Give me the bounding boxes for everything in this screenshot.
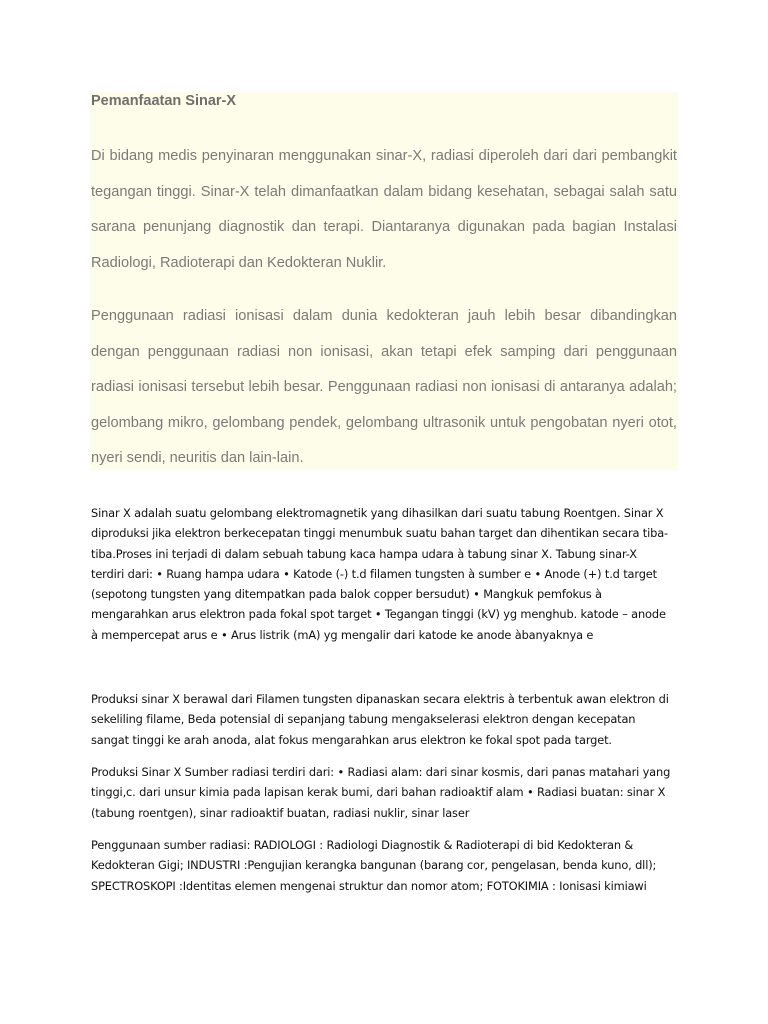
body-paragraph: Penggunaan sumber radiasi: RADIOLOGI : Radiologi Diagnostik & Radioterapi di bid Kedokteran & Kedokteran Gigi; INDUSTRI :Pengujian kerangka bangunan (barang cor, pengelasan, benda kuno, dll); SPECTROSKOPI :Identitas elemen mengenai struktur dan nomor atom; FOTOKIMIA : Ionisasi kimiawi (91, 838, 657, 893)
highlight-paragraph: Di bidang medis penyinaran menggunakan sinar-X, radiasi diperoleh dari dari pembangkit tegangan tinggi. Sinar-X telah dimanfaatkan dalam bidang kesehatan, sebagai salah satu sarana penunjang diagnostik dan terapi. Diantaranya digunakan pada bagian Instalasi Radiologi, Radioterapi dan Kedokteran Nuklir. (91, 148, 677, 271)
page-title: Pemanfaatan Sinar-X (91, 93, 237, 109)
body-paragraph: Sinar X adalah suatu gelombang elektromagnetik yang dihasilkan dari suatu tabung Roentgen. Sinar X diproduksi jika elektron berkecepatan tinggi menumbuk suatu bahan target dan dihentikan secara tiba-tiba.Proses ini terjadi di dalam sebuah tabung kaca hampa udara à tabung sinar X. Tabung sinar-X terdiri dari: • Ruang hampa udara • Katode (-) t.d filamen tungsten à sumber e • Anode (+) t.d target (sepotong tungsten yang ditempatkan pada balok copper bersudut) • Mangkuk pemfokus à mengarahkan arus elektron pada fokal spot target • Tegangan tinggi (kV) yg menghub. katode – anode à mempercepat arus e • Arus listrik (mA) yg mengalir dari katode ke anode àbanyaknya e (91, 506, 668, 642)
highlight-paragraph: Penggunaan radiasi ionisasi dalam dunia kedokteran jauh lebih besar dibandingkan dengan penggunaan radiasi non ionisasi, akan tetapi efek samping dari penggunaan radiasi ionisasi tersebut lebih besar. Penggunaan radiasi non ionisasi di antaranya adalah; gelombang mikro, gelombang pendek, gelombang ultrasonik untuk pengobatan nyeri otot, nyeri sendi, neuritis dan lain-lain. (91, 308, 677, 466)
body-paragraph: Produksi Sinar X Sumber radiasi terdiri dari: • Radiasi alam: dari sinar kosmis, dari panas matahari yang tinggi,c. dari unsur kimia pada lapisan kerak bumi, dari bahan radioaktif alam • Radiasi buatan: sinar X (tabung roentgen), sinar radioaktif buatan, radiasi nuklir, sinar laser (91, 765, 671, 820)
body-paragraph: Produksi sinar X berawal dari Filamen tungsten dipanaskan secara elektris à terbentuk awan elektron di sekeliling filame, Beda potensial di sepanjang tabung mengakselerasi elektron dengan kecepatan sangat tinggi ke arah anoda, alat fokus mengarahkan arus elektron ke fokal spot pada target. (91, 692, 669, 747)
